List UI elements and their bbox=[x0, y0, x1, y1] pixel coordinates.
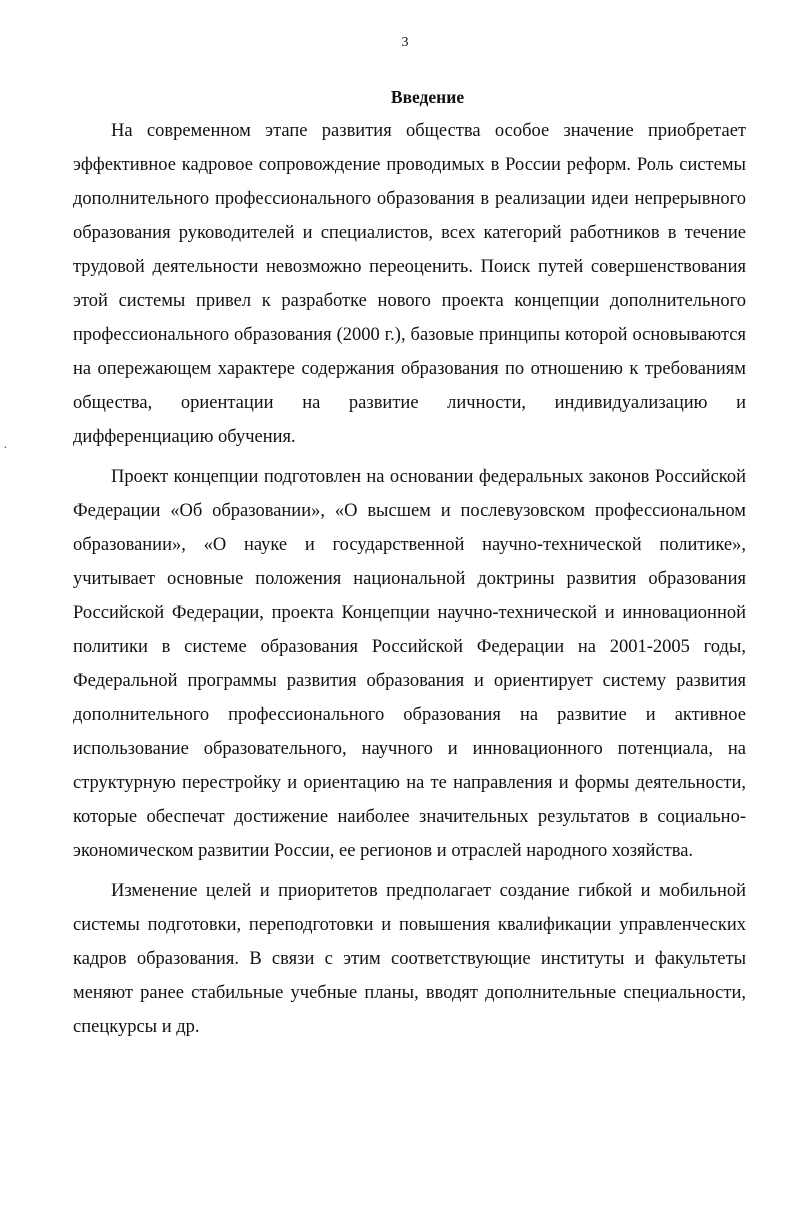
paragraph-3: Изменение целей и приоритетов предполагает создание гибкой и мобильной системы подготовки, переподготовки и повышения квалификации управленческих кадров образования. В связи с этим соответствующие институты и факультеты меняют ранее стабильные учебные планы, вводят дополнительные специальности, спецкурсы и др. bbox=[73, 881, 746, 1037]
margin-scan-mark: ‘ bbox=[2, 443, 11, 456]
paragraph-1: На современном этапе развития общества особое значение приобретает эффективное кадровое сопровождение проводимых в России реформ. Роль системы дополнительного профессионального образования в реализации идеи непрерывного образования руководителей и специалистов, всех категорий работников в течение трудовой деятельности невозможно переоценить. Поиск путей совершенствования этой системы привел к разработке нового проекта концепции дополнительного профессионального образования (2000 г.), базовые принципы которой основываются на опережающем характере содержания образования по отношению к требованиям общества, ориентации на развитие личности, индивидуализацию и дифференциацию обучения. bbox=[73, 121, 746, 447]
body-text bbox=[73, 114, 746, 1044]
page-number: 3 bbox=[401, 35, 409, 50]
paragraph-2: Проект концепции подготовлен на основании федеральных законов Российской Федерации «Об образовании», «О высшем и послевузовском профессиональном образовании», «О науке и государственной научно-технической политике», учитывает основные положения национальной доктрины развития образования Российской Федерации, проекта Концепции научно-технической и инновационной политики в системе образования Российской Федерации на 2001-2005 годы, Федеральной программы развития образования и ориентирует систему развития дополнительного профессионального образования на развитие и активное использование образовательного, научного и инновационного потенциала, на структурную перестройку и ориентацию на те направления и формы деятельности, которые обеспечат достижение наиболее значительных результатов в социально-экономическом развитии России, ее регионов и отраслей народного хозяйства. bbox=[73, 467, 746, 861]
section-heading: Введение bbox=[390, 87, 465, 107]
